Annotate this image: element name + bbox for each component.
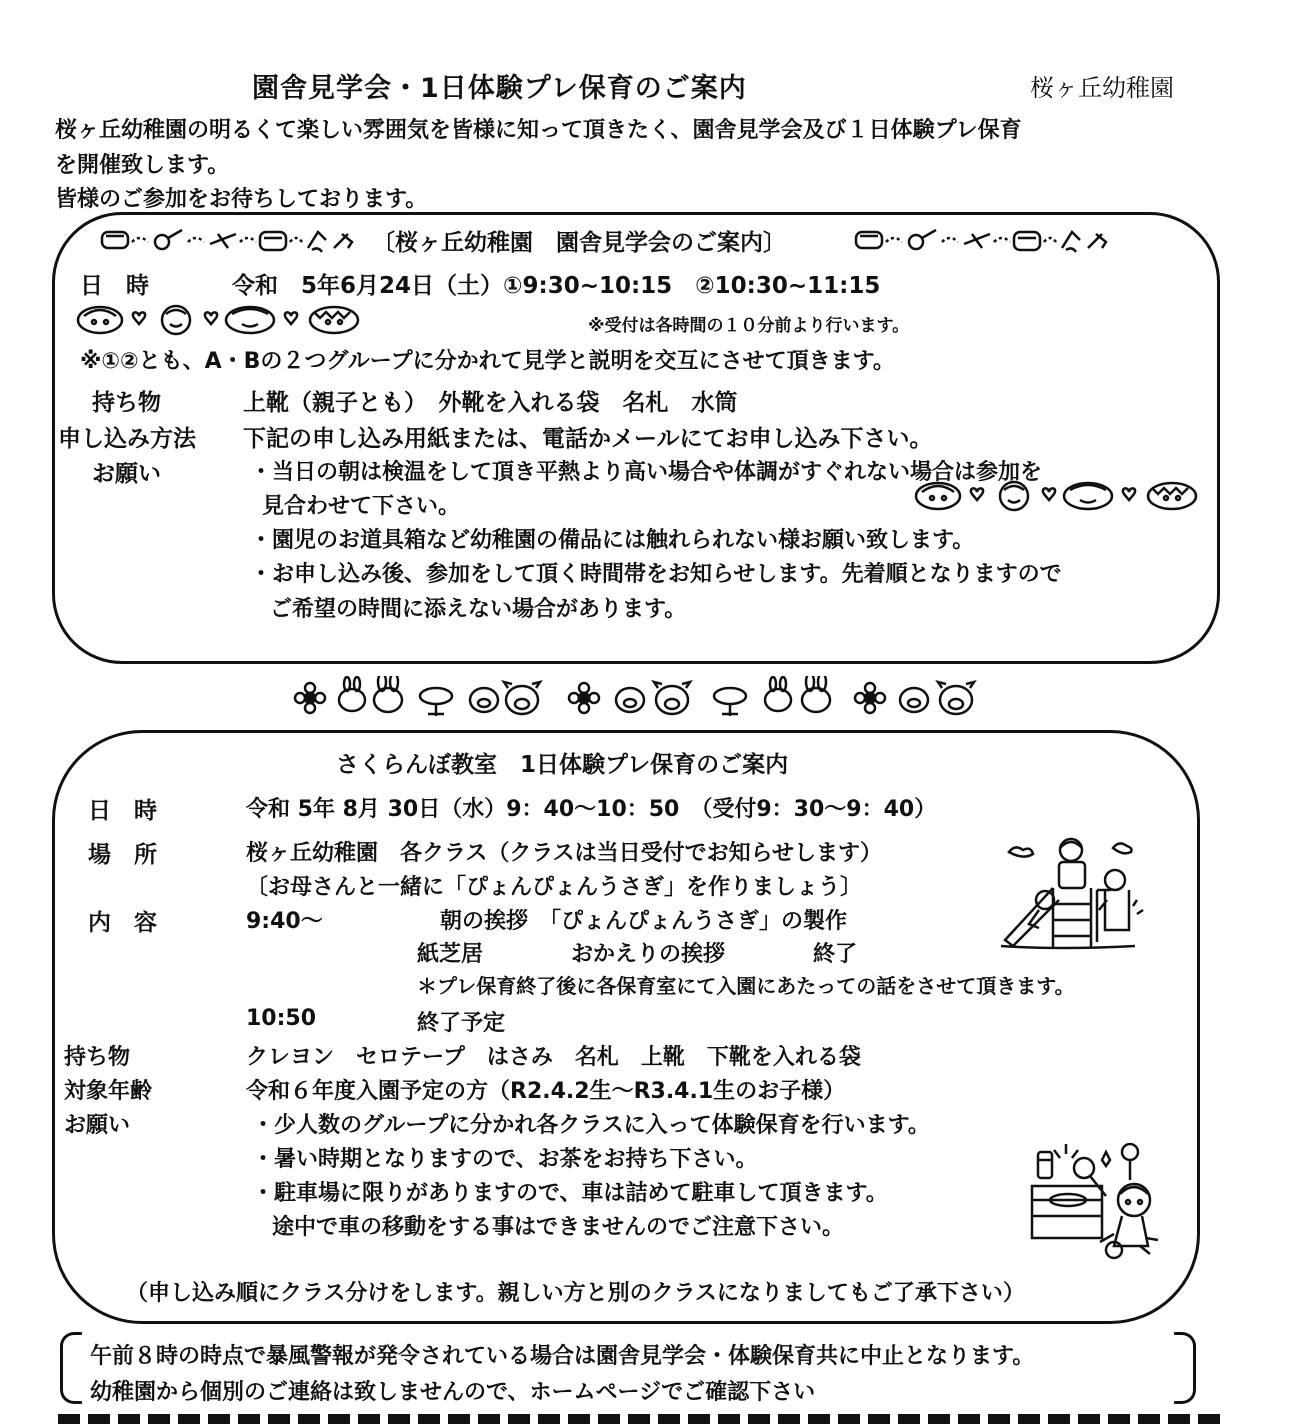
pre-date-label: 日 時 [88,798,157,824]
pre-request-label: お願い [64,1113,131,1138]
notice-line-1: 午前８時の時点で暴風警報が発令されている場合は園舎見学会・体験保育共に中止となります。 [90,1344,1035,1369]
pre-place-label: 場 所 [88,842,157,868]
pre-request-3: ・駐車場に限りがありますので、車は詰めて駐車して頂きます。 [252,1181,888,1206]
pre-content-2: 終了予定 [417,1011,506,1036]
children-slide-illustration [995,830,1145,955]
tour-heading: 〔桜ヶ丘幼稚園 園舎見学会のご案内〕 [372,230,786,256]
pre-age-label: 対象年齢 [64,1079,153,1104]
pre-class-note: （申し込み順にクラス分けをします。親しい方と別のクラスになりましてもご了承下さい） [126,1281,1025,1306]
tour-apply-label: 申し込み方法 [58,426,196,452]
pre-date-value: 令和 5年 8月 30日（水）9：40〜10：50 （受付9：30〜9：40） [246,797,937,822]
pre-content-note: ＊プレ保育終了後に各保育室にて入園にあたっての話をさせて頂きます。 [417,974,1075,998]
page-title: 園舎見学会・1日体験プレ保育のご案内 [252,73,747,104]
pre-request-3b: 途中で車の移動をする事はできませんのでご注意下さい。 [272,1215,845,1240]
pre-content-time-1: 9:40〜 [246,909,323,934]
pre-age-value: 令和６年度入園予定の方（R2.4.2生〜R3.4.1生のお子様） [246,1079,846,1104]
tour-request-2: ・園児のお道具箱など幼稚園の備品には触れられない様お願い致します。 [250,528,975,553]
pre-content-time-2: 10:50 [246,1006,317,1031]
pre-content-1b: 紙芝居 おかえりの挨拶 終了 [417,942,858,967]
tour-request-1: ・当日の朝は検温をして頂き平熱より高い場合や体調がすぐれない場合は参加を [250,460,1043,485]
tool-icons-right [852,224,1127,256]
tour-items-value: 上靴（親子とも） 外靴を入れる袋 名札 水筒 [243,390,738,416]
tour-date-value: 令和 5年6月24日（土）①9:30~10:15 ②10:30~11:15 [232,273,881,299]
notice-bracket-left [60,1332,82,1404]
tour-request-label: お願い [92,461,161,487]
tour-apply-value: 下記の申し込み用紙または、電話かメールにてお申し込み下さい。 [243,426,933,452]
flower-rabbit-pig-icons [292,676,992,718]
tour-group-note: ※①②とも、A・Bの２つグループに分かれて見学と説明を交互にさせて頂きます。 [80,349,895,374]
child-face-icons-2 [912,478,1212,514]
child-face-icons-1 [74,302,374,338]
pre-place-sub: 〔お母さんと一緒に「ぴょんぴょんうさぎ」を作りましょう〕 [246,875,863,900]
tour-request-3: ・お申し込み後、参加をして頂く時間帯をお知らせします。先着順となりますので [250,562,1062,587]
pre-request-2: ・暑い時期となりますので、お茶をお持ち下さい。 [252,1147,758,1172]
pre-content-1a: 朝の挨拶 「ぴょんぴょんうさぎ」の製作 [440,909,848,934]
pre-items-value: クレヨン セロテープ はさみ 名札 上靴 下靴を入れる袋 [246,1045,861,1070]
notice-line-2: 幼稚園から個別のご連絡は致しませんので、ホームページでご確認下さい [90,1380,816,1405]
pre-heading: さくらんぼ教室 1日体験プレ保育のご案内 [336,752,789,778]
tour-request-1b: 見合わせて下さい。 [262,494,461,519]
tour-reception-note: ※受付は各時間の１０分前より行います。 [588,316,910,336]
school-name: 桜ヶ丘幼稚園 [1030,74,1174,102]
pre-items-label: 持ち物 [64,1045,131,1070]
child-cooking-illustration [1028,1138,1168,1263]
tour-request-3b: ご希望の時間に添えない場合があります。 [270,597,687,622]
intro-line-2: を開催致します。 [55,153,230,178]
cut-line [58,1414,1228,1424]
notice-bracket-right [1174,1332,1196,1404]
pre-content-label: 内 容 [88,910,157,936]
tour-date-label: 日 時 [80,273,149,299]
tool-icons-left [98,224,373,256]
tour-items-label: 持ち物 [92,390,161,416]
intro-line-3: 皆様のご参加をお待ちしております。 [55,187,428,212]
intro-line-1: 桜ヶ丘幼稚園の明るくて楽しい雰囲気を皆様に知って頂きたく、園舎見学会及び１日体験プレ保育 [55,118,1022,143]
pre-request-1: ・少人数のグループに分かれ各クラスに入って体験保育を行います。 [252,1113,930,1138]
pre-place-value: 桜ヶ丘幼稚園 各クラス（クラスは当日受付でお知らせします） [246,841,883,866]
